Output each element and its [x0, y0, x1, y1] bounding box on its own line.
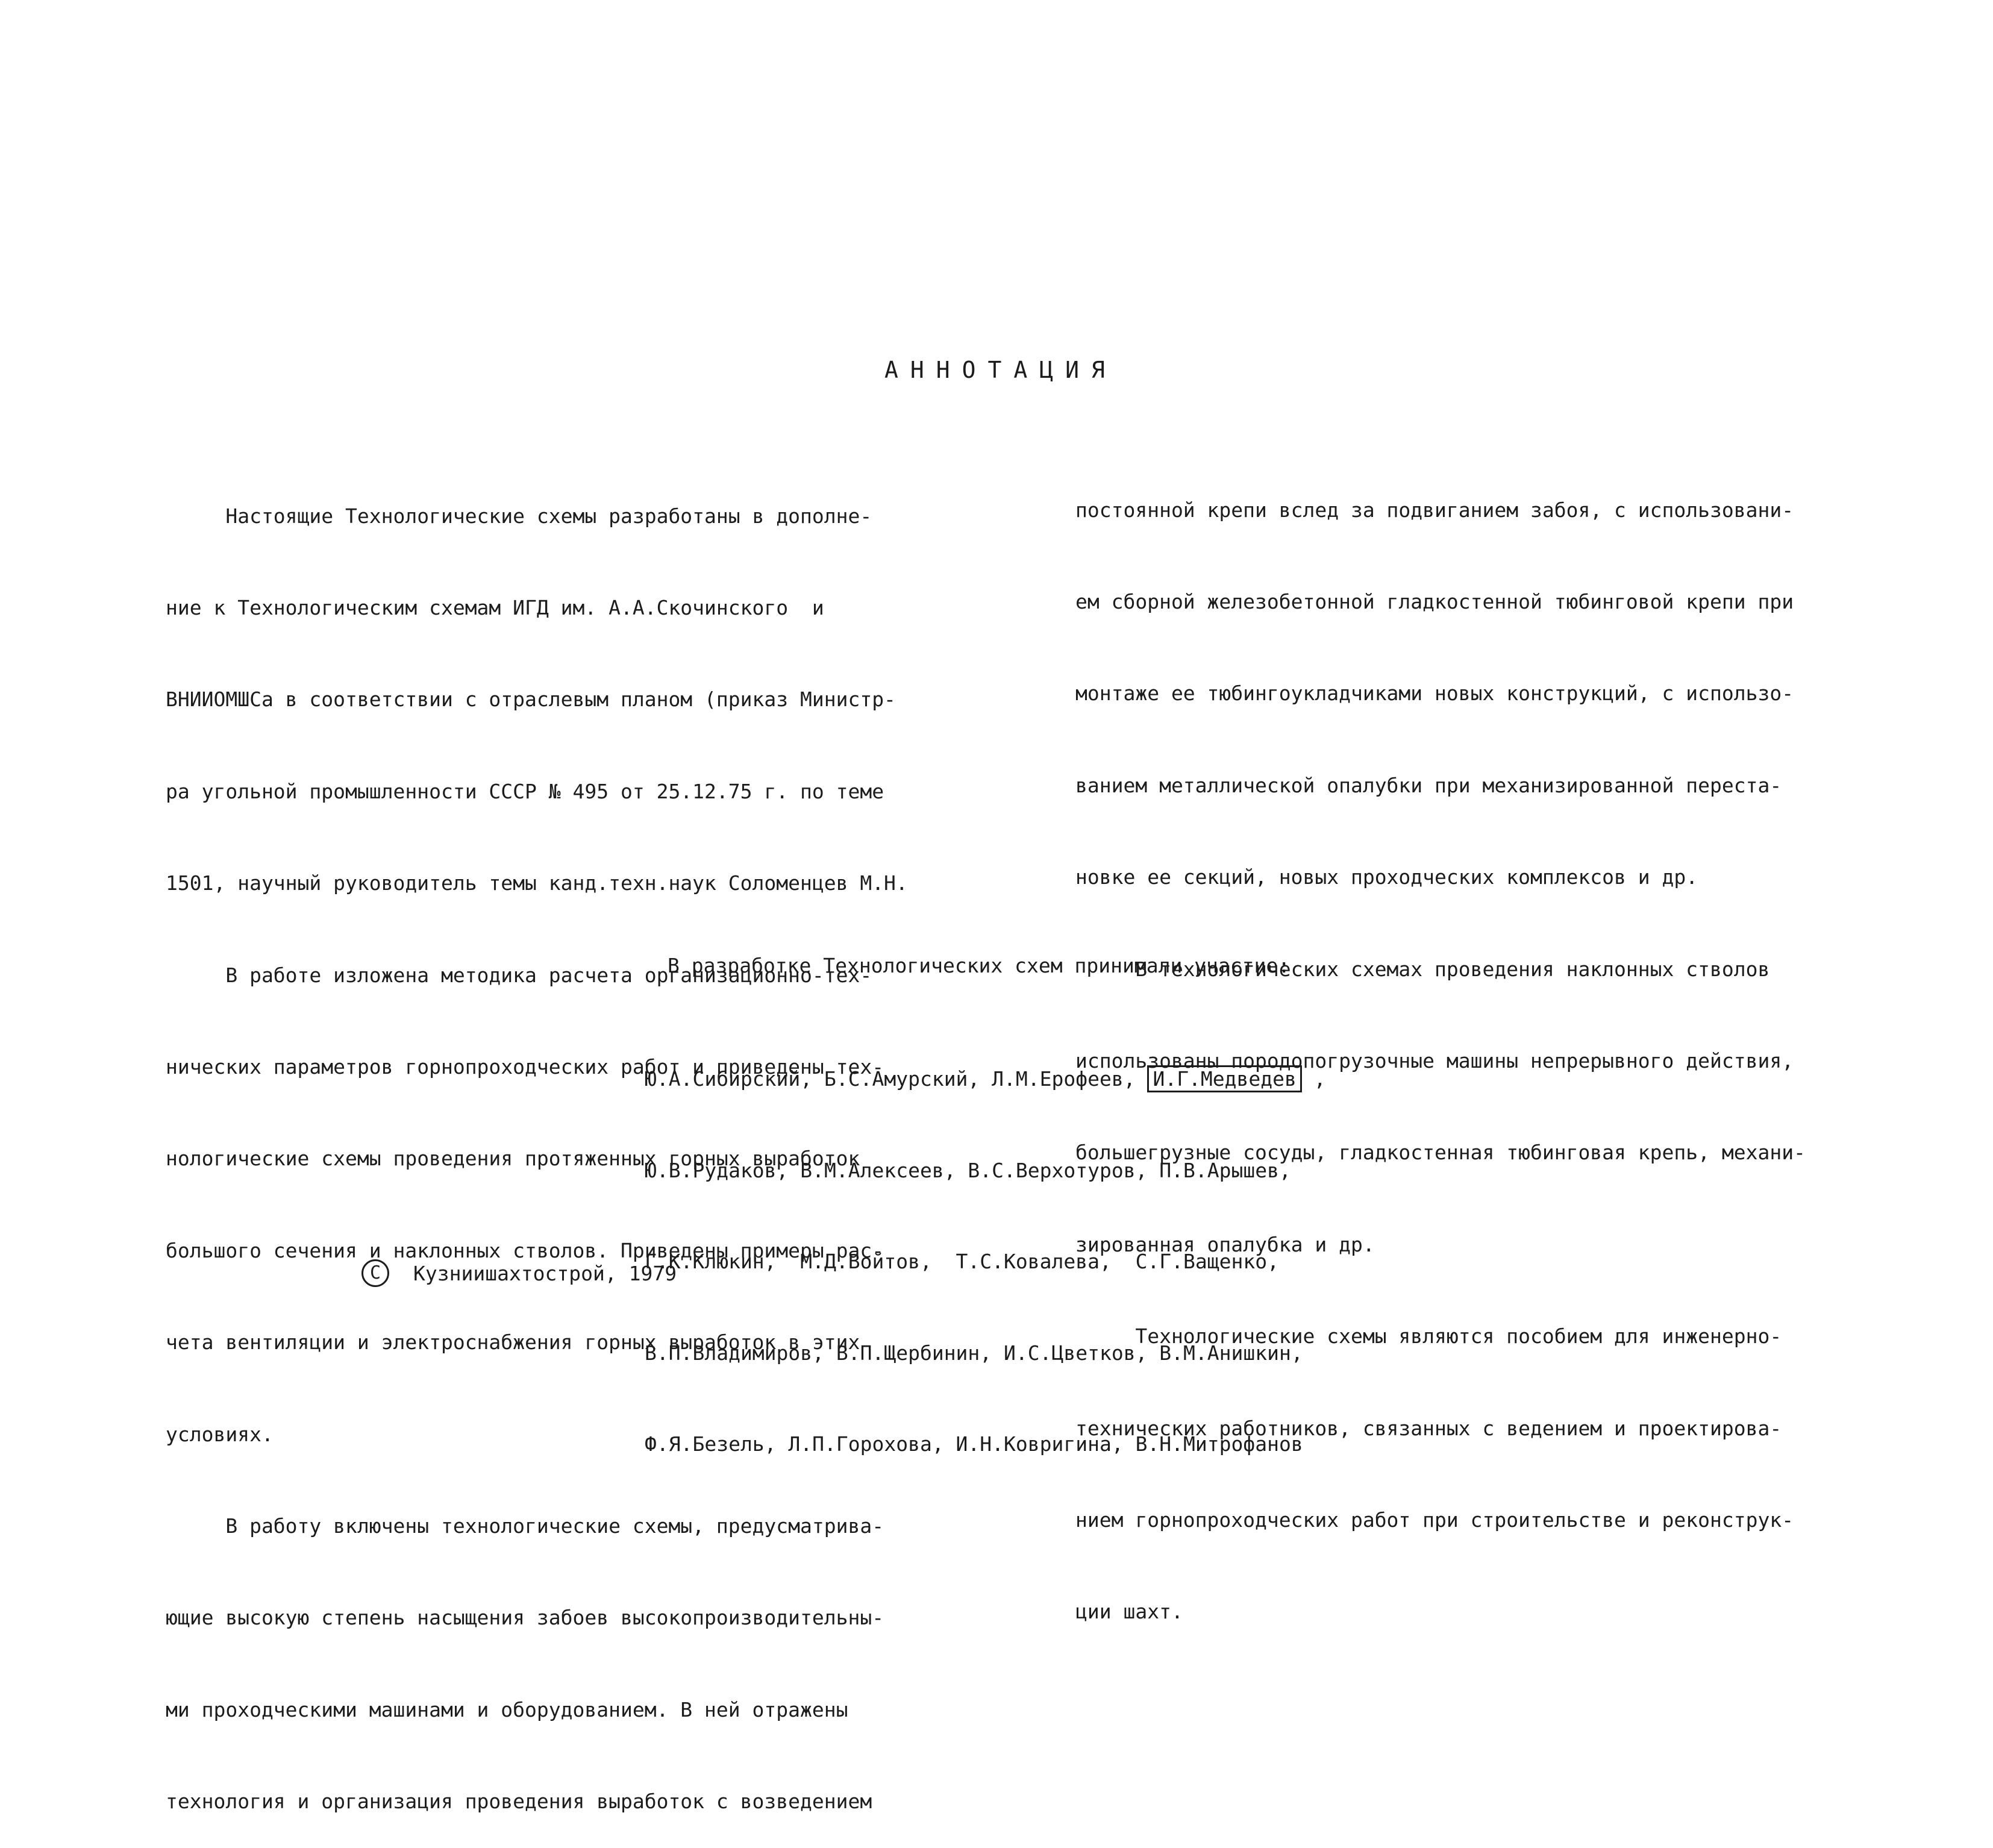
text-line: Настоящие Технологические схемы разработаны в дополне- [166, 504, 872, 528]
participants-line [645, 1064, 1326, 1095]
participants-list [645, 1003, 1326, 1490]
text-line: 1501, научный руководитель темы канд.техн.наук Соломенцев М.Н. [166, 871, 908, 895]
copyright [361, 1258, 677, 1289]
participants-text: , [1301, 1067, 1326, 1091]
participants-line: Г.К.Клюкин, М.Д.Войтов, Т.С.Ковалева, С.Г.Ващенко, [645, 1250, 1279, 1273]
text-line: постоянной крепи вслед за подвиганием забоя, с использовани- [1075, 498, 1794, 522]
text-line: нологические схемы проведения протяженных горных выработок [166, 1147, 860, 1171]
text-line: В работу включены технологические схемы, предусматрива- [166, 1514, 884, 1538]
text-line: В технологических схемах проведения наклонных стволов [1075, 957, 1770, 981]
text-line: ванием металлической опалубки при механизированной переста- [1075, 773, 1782, 797]
text-line: ми проходческими машинами и оборудованием. В ней отражены [166, 1697, 848, 1721]
text-line: ние к Технологическим схемам ИГД им. А.А.Скочинского и [166, 595, 824, 619]
text-line: использованы породопогрузочные машины непрерывного действия, [1075, 1048, 1794, 1073]
text-line: ВНИИОМШСа в соответствии с отраслевым планом (приказ Министр- [166, 688, 896, 712]
text-line: ра угольной промышленности СССР № 495 от 25.12.75 г. по теме [166, 779, 884, 803]
participants-line: Ф.Я.Безель, Л.П.Горохова, И.Н.Ковригина, В.Н.Митрофанов [645, 1432, 1303, 1456]
text-line: ющие высокую степень насыщения забоев высокопроизводительны- [166, 1606, 884, 1630]
text-line: условиях. [166, 1422, 274, 1446]
text-line: зированная опалубка и др. [1075, 1232, 1375, 1256]
text-line: технических работников, связанных с ведением и проектирова- [1075, 1416, 1782, 1440]
copyright-text: Кузниишахтострой, 1979 [413, 1261, 677, 1285]
participants-line: Ю.В.Рудаков, В.М.Алексеев, В.С.Верхотуров, П.В.Арышев, [645, 1158, 1291, 1182]
text-line: большегрузные сосуды, гладкостенная тюбинговая крепь, механи- [1075, 1141, 1806, 1165]
copyright-icon: C [361, 1259, 389, 1287]
text-line: новке ее секций, новых проходческих комплексов и др. [1075, 865, 1698, 889]
boxed-name: И.Г.Медведев [1147, 1065, 1301, 1092]
text-line: большого сечения и наклонных стволов. Приведены примеры рас- [166, 1238, 884, 1262]
text-line: ем сборной железобетонной гладкостенной тюбинговой крепи при [1075, 589, 1794, 613]
participants-heading: В разработке Технологических схем принимали участие: [668, 954, 1291, 977]
text-line: В работе изложена методика расчета организационно-тех- [166, 963, 872, 987]
document-title: АННОТАЦИЯ [884, 357, 1117, 383]
participants-line: В.П.Владимиров, В.П.Щербинин, И.С.Цветков, В.М.Анишкин, [645, 1341, 1303, 1365]
text-line: технология и организация проведения выработок с возведением [166, 1790, 872, 1814]
text-line: ции шахт. [1075, 1600, 1183, 1624]
text-line: чета вентиляции и электроснабжения горных выработок в этих [166, 1330, 860, 1355]
text-line: нических параметров горнопроходческих работ и приведены тех- [166, 1054, 884, 1079]
text-line: нием горнопроходческих работ при строительстве и реконструк- [1075, 1508, 1794, 1532]
participants-text: Ю.А.Сибирский, Б.С.Амурский, Л.М.Ерофеев, [645, 1067, 1148, 1091]
text-line: Технологические схемы являются пособием для инженерно- [1075, 1324, 1782, 1348]
text-line: монтаже ее тюбингоукладчиками новых конструкций, с использо- [1075, 681, 1794, 706]
